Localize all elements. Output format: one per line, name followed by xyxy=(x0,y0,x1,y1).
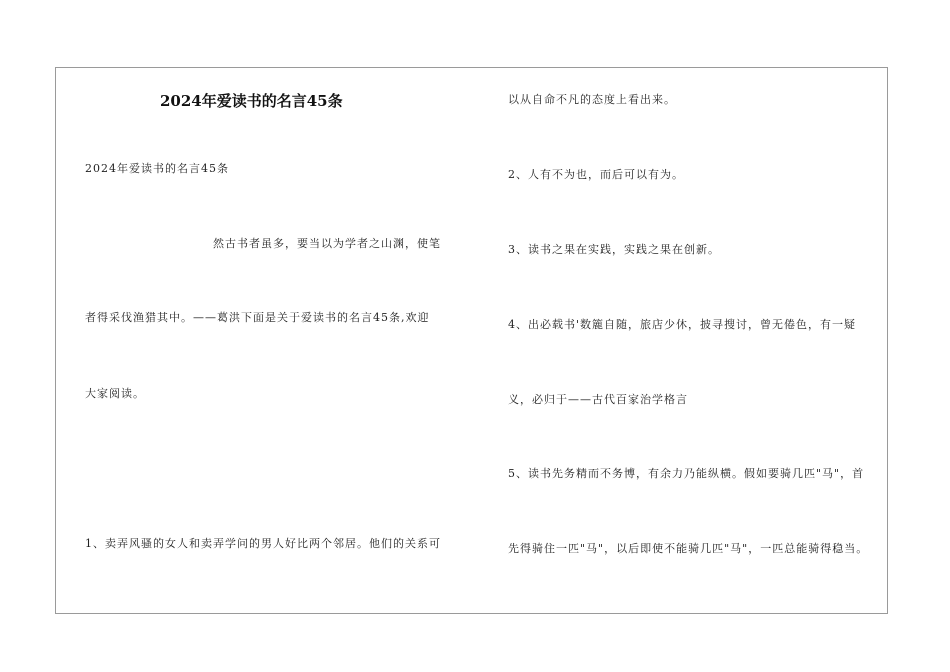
paragraph-line: 然古书者虽多，要当以为学者之山渊，使笔 xyxy=(213,237,441,250)
quote-line: 4、出必载书'数簏自随，旅店少休，披寻搜讨，曾无倦色，有一疑 xyxy=(508,318,857,331)
page-frame xyxy=(55,67,888,614)
subtitle-line: 2024年爱读书的名言45条 xyxy=(85,162,229,175)
quote-line: 5、读书先务精而不务博，有余力乃能纵横。假如要骑几匹"马"，首 xyxy=(508,467,865,480)
quote-line: 义，必归于——古代百家治学格言 xyxy=(508,393,688,406)
paragraph-line: 大家阅读。 xyxy=(85,387,145,400)
document-title: 2024年爱读书的名言45条 xyxy=(160,92,343,110)
quote-line: 先得骑住一匹"马"，以后即使不能骑几匹"马"，一匹总能骑得稳当。 xyxy=(508,542,869,555)
quote-line: 2、人有不为也，而后可以有为。 xyxy=(508,168,684,181)
quote-line: 以从自命不凡的态度上看出来。 xyxy=(508,93,676,106)
paragraph-line: 者得采伐渔猎其中。——葛洪下面是关于爱读书的名言45条,欢迎 xyxy=(85,311,430,324)
quote-line: 1、卖弄风骚的女人和卖弄学问的男人好比两个邻居。他们的关系可 xyxy=(85,537,441,550)
quote-line: 3、读书之果在实践，实践之果在创新。 xyxy=(508,243,720,256)
